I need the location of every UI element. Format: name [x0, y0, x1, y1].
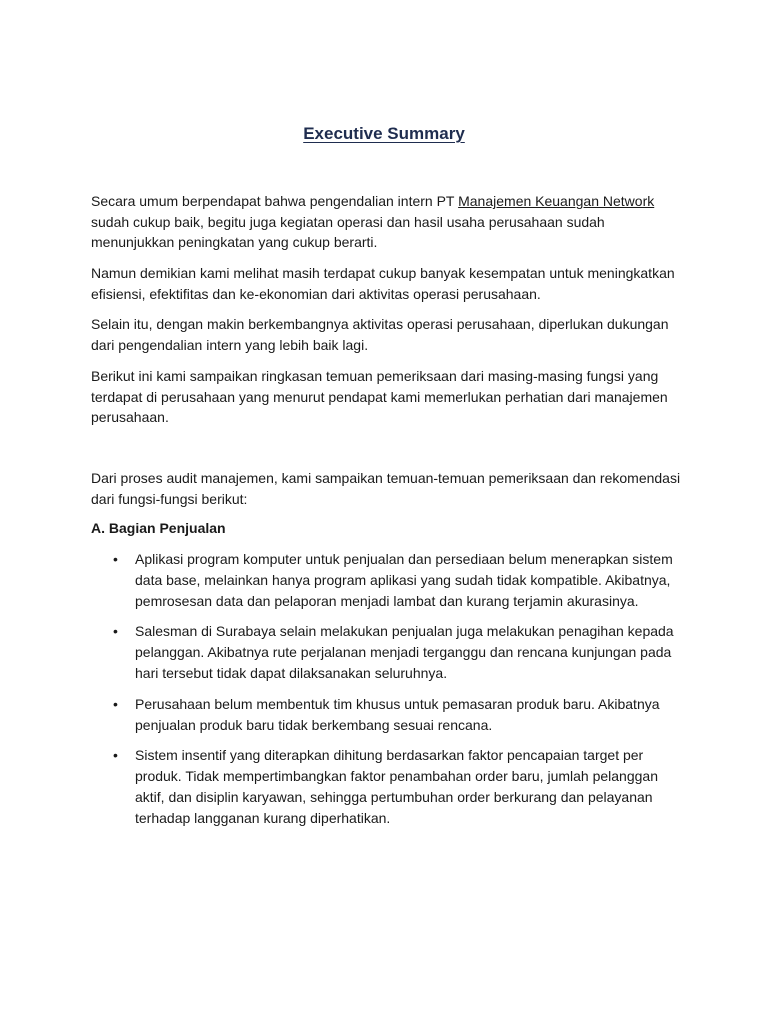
page-title: Executive Summary — [303, 124, 465, 143]
bullet-icon: • — [113, 623, 118, 640]
list-item-text: Sistem insentif yang diterapkan dihitung berdasarkan faktor pencapaian target per produk. Tidak mempertimbangkan faktor penambahan order baru, jumlah pelanggan aktif, dan disiplin karyawan, sehingga pertumbuhan order berkurang dan pelayanan terhadap langganan kurang diperhatikan. — [135, 747, 658, 826]
list-item-text: Perusahaan belum membentuk tim khusus untuk pemasaran produk baru. Akibatnya penjualan produk baru tidak berkembang sesuai rencana. — [135, 695, 660, 733]
list-item — [91, 549, 691, 611]
company-name-link[interactable]: Manajemen Keuangan Network — [458, 193, 655, 209]
list-item — [91, 745, 691, 828]
list-item-text: Aplikasi program komputer untuk penjualan dan persediaan belum menerapkan sistem data base, melainkan hanya program aplikasi yang sudah tidak kompatible. Akibatnya, pemrosesan data dan pelaporan menjadi lambat dan kurang terjamin akurasinya. — [135, 551, 673, 609]
paragraph-internal-control: Selain itu, dengan makin berkembangnya aktivitas operasi perusahaan, diperlukan dukungan dari pengendalian intern yang lebih baik lagi. — [91, 316, 669, 353]
paragraph-intro-text-start: Secara umum berpendapat bahwa pengendalian intern PT — [91, 193, 459, 209]
paragraph-intro-text-end: sudah cukup baik, begitu juga kegiatan operasi dan hasil usaha perusahaan sudah menunjukkan peningkatan yang cukup berarti. — [91, 213, 605, 250]
section-heading-sales: A. Bagian Penjualan — [91, 520, 226, 536]
list-item — [91, 694, 691, 736]
paragraph-findings-summary: Berikut ini kami sampaikan ringkasan temuan pemeriksaan dari masing-masing fungsi yang terdapat di perusahaan yang menurut pendapat kami memerlukan perhatian dari manajemen perusahaan. — [91, 368, 668, 425]
bullet-icon: • — [113, 747, 118, 764]
paragraph-intro — [91, 191, 691, 253]
paragraph-opportunities: Namun demikian kami melihat masih terdapat cukup banyak kesempatan untuk meningkatkan efisiensi, efektifitas dan ke-ekonomian dari aktivitas operasi perusahaan. — [91, 265, 675, 302]
list-item — [91, 621, 691, 683]
findings-list — [91, 549, 691, 839]
paragraph-audit-process: Dari proses audit manajemen, kami sampaikan temuan-temuan pemeriksaan dan rekomendasi dari fungsi-fungsi berikut: — [91, 470, 681, 507]
list-item-text: Salesman di Surabaya selain melakukan penjualan juga melakukan penagihan kepada pelanggan. Akibatnya rute perjalanan menjadi terganggu dan rencana kunjungan pada hari tersebut tidak dapat dilaksanakan seluruhnya. — [135, 623, 674, 681]
bullet-icon: • — [113, 695, 118, 712]
bullet-icon: • — [113, 551, 118, 567]
